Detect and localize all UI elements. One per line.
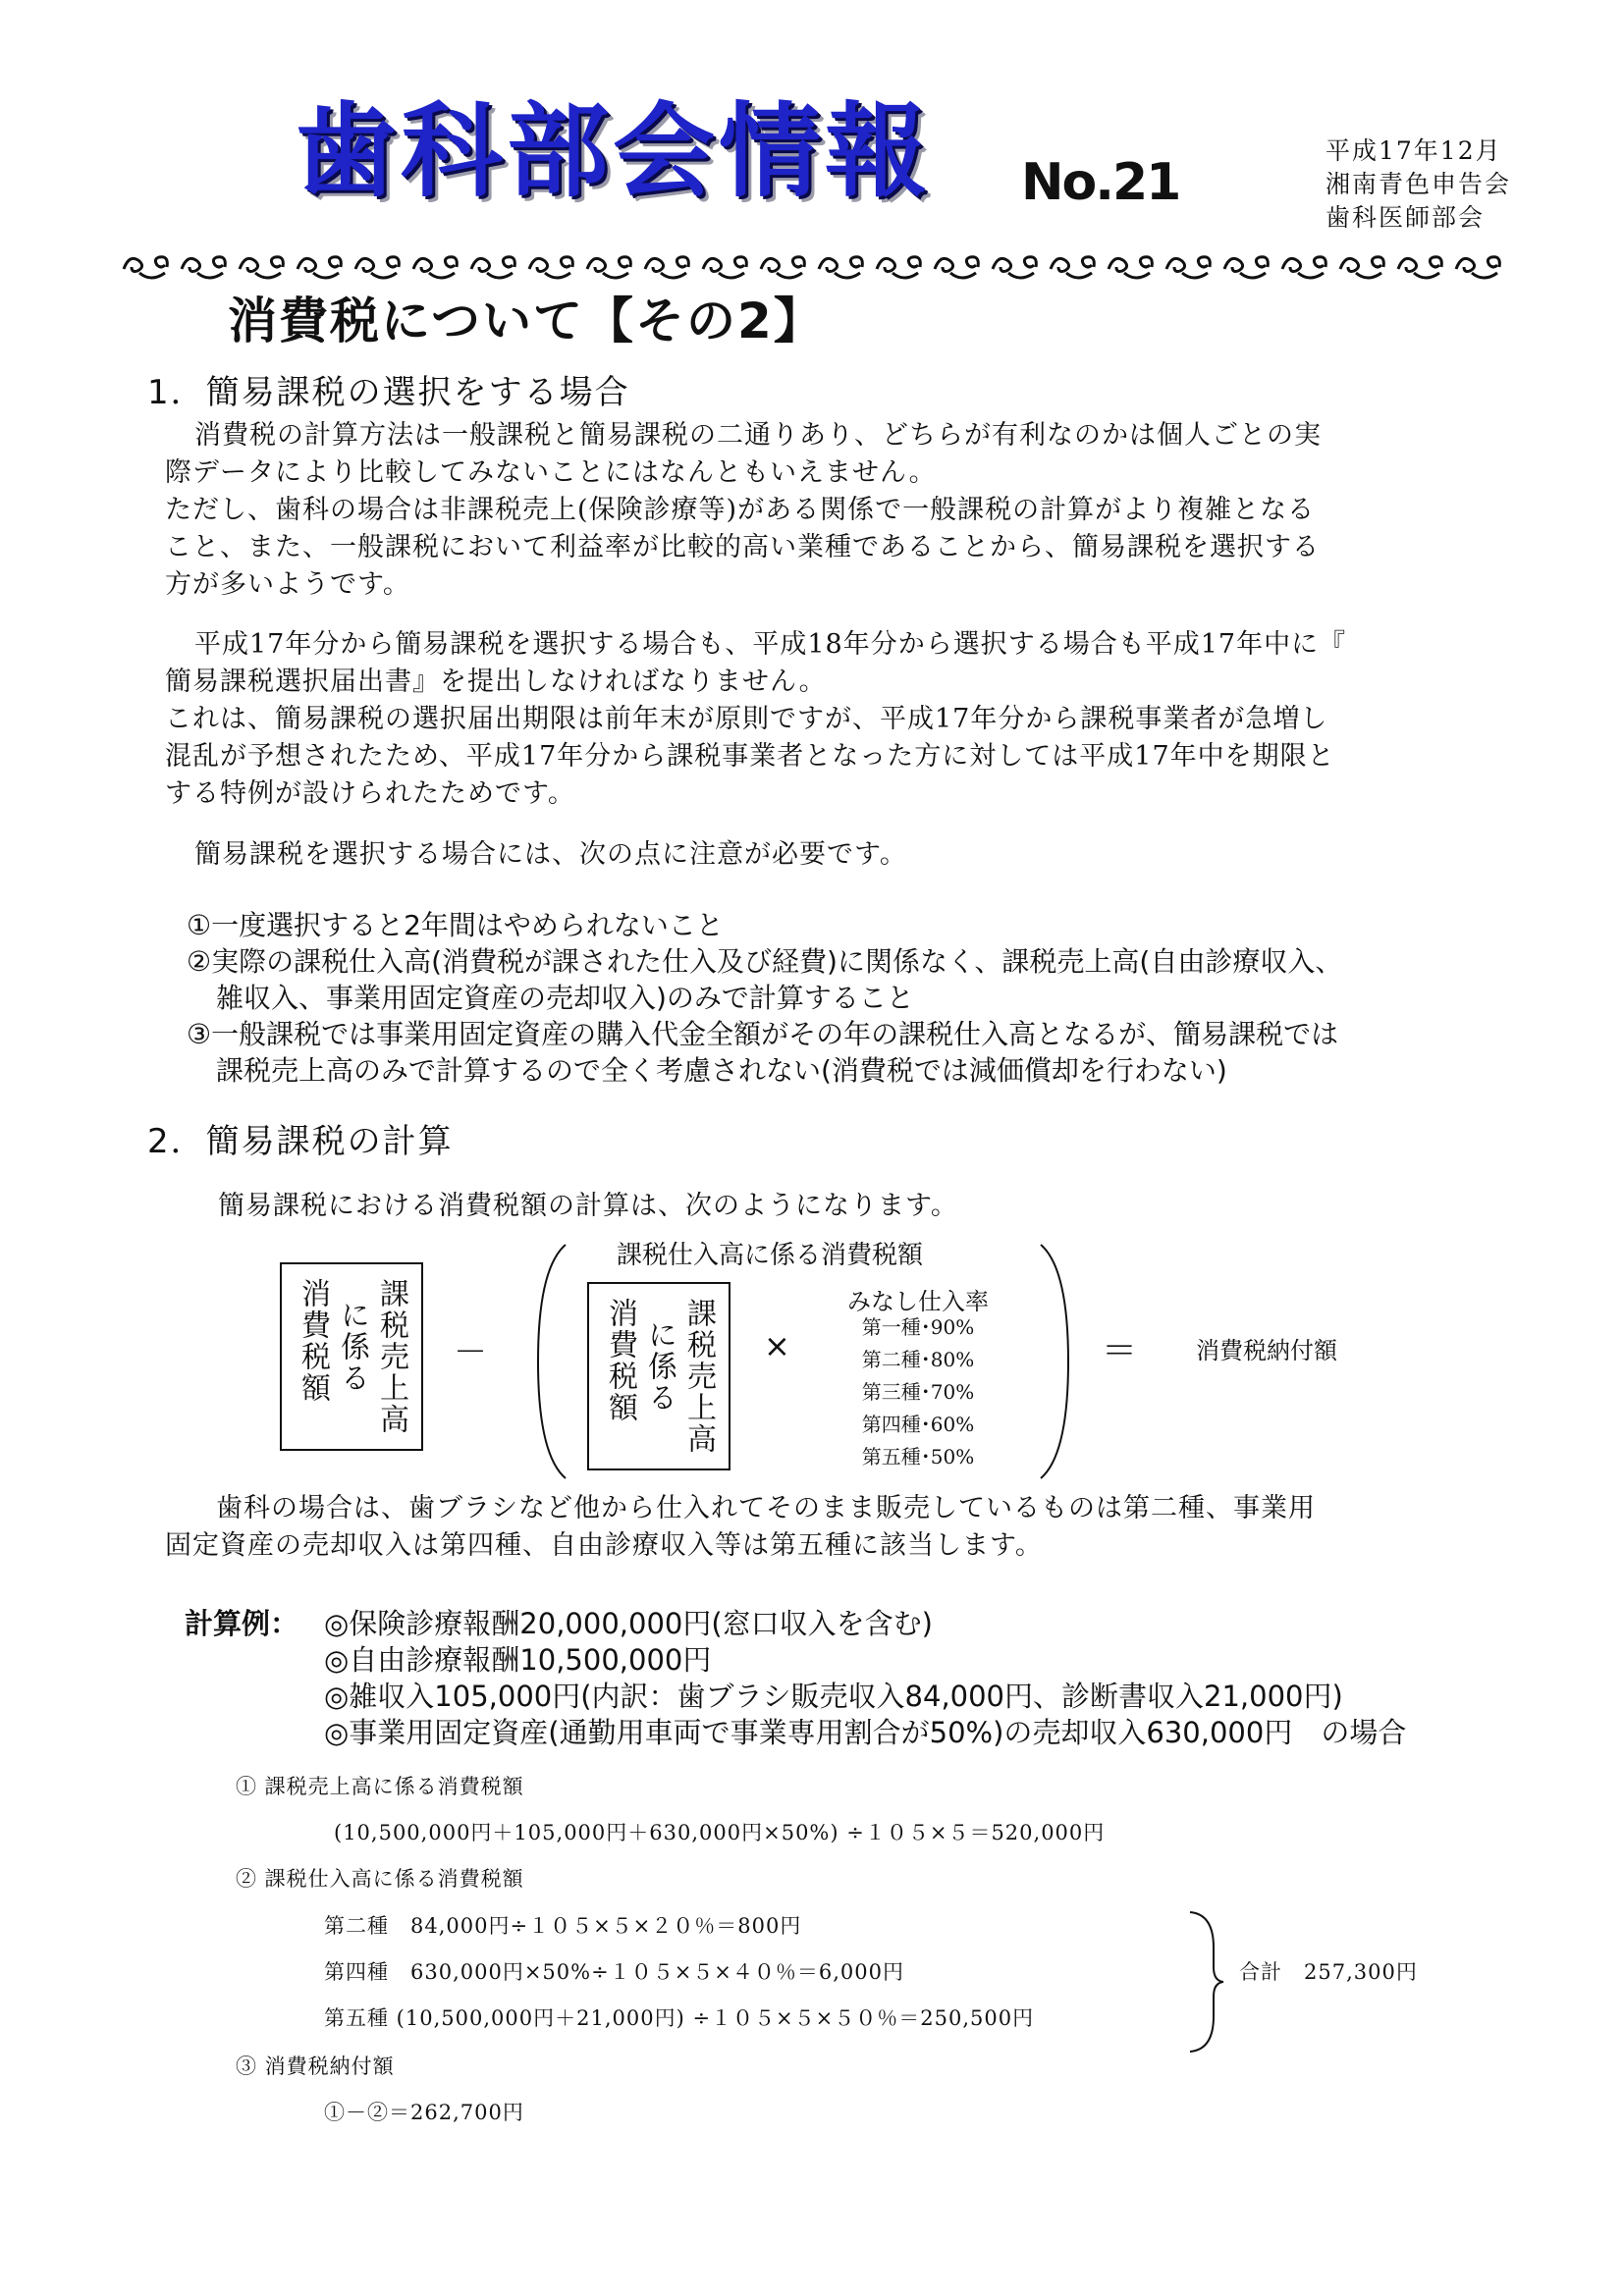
paragraph-line: 方が多いようです。 (165, 569, 410, 600)
rate-item: 第三種･70% (861, 1380, 975, 1404)
ornament-divider (118, 247, 1512, 287)
ornament-scroll (1398, 257, 1441, 278)
ornament-scroll (1109, 257, 1152, 278)
caution-item: 雑収入、事業用固定資産の売却収入)のみで計算すること (216, 982, 914, 1014)
caution-item: 課税売上高のみで計算するので全く考慮されない(消費税では減価償却を行わない) (216, 1054, 1227, 1087)
step2-line: 第二種 84,000円÷１０５×５×２０％＝800円 (324, 1914, 802, 1938)
output-tax-box-2 (587, 1282, 730, 1470)
step3-formula: ①－②＝262,700円 (324, 2101, 524, 2124)
right-bracket (1041, 1245, 1068, 1478)
ornament-scroll (182, 257, 225, 278)
paragraph-line: 固定資産の売却収入は第四種、自由診療収入等は第五種に該当します。 (165, 1530, 1043, 1561)
section1-heading: 1．簡易課税の選択をする場合 (147, 373, 630, 412)
ornament-scroll (240, 257, 283, 278)
issue-date: 平成17年12月 (1325, 136, 1502, 165)
deemed-rate-title: みなし仕入率 (847, 1288, 989, 1315)
ornament-scroll (298, 257, 341, 278)
example-item: ◎自由診療報酬10,500,000円 (324, 1643, 712, 1677)
box-text: 消費税額 (603, 1298, 637, 1423)
rate-item: 第二種･80% (861, 1348, 975, 1371)
example-label: 計算例： (185, 1607, 299, 1640)
section2-intro: 簡易課税における消費税額の計算は、次のようになります。 (218, 1191, 958, 1221)
ornament-scroll (877, 257, 920, 278)
rate-item: 第五種･50% (861, 1445, 975, 1468)
issuer-org: 湘南青色申告会 (1325, 170, 1512, 198)
ornament-scroll (124, 257, 167, 278)
step2-line: 第四種 630,000円×50%÷１０５×５×４０％＝6,000円 (324, 1960, 905, 1984)
step2-label: ② 課税仕入高に係る消費税額 (236, 1867, 524, 1891)
paragraph-line: 簡易課税選択届出書』を提出しなければなりません。 (165, 667, 827, 697)
ornament-scroll (1282, 257, 1325, 278)
paragraph-line: こと、また、一般課税において利益率が比較的高い業種であることから、簡易課税を選択する (165, 532, 1320, 562)
ornament-scroll (703, 257, 746, 278)
rate-item: 第四種･60% (861, 1413, 975, 1436)
step1-formula: (10,500,000円＋105,000円＋630,000円×50%) ÷１０５×５＝520,000円 (334, 1821, 1106, 1844)
ornament-scroll (587, 257, 630, 278)
times-sign: × (764, 1327, 790, 1364)
step3-label: ③ 消費税納付額 (236, 2055, 395, 2078)
example-item: ◎事業用固定資産(通勤用車両で事業専用割合が50%)の売却収入630,000円 の場合 (324, 1716, 1407, 1749)
ornament-scroll (413, 257, 457, 278)
ornament-scroll (529, 257, 572, 278)
paragraph-line: 歯科の場合は、歯ブラシなど他から仕入れてそのまま販売しているものは第二種、事業用 (216, 1493, 1316, 1523)
caution-item: ②実際の課税仕入高(消費税が課された仕入及び経費)に関係なく、課税売上高(自由診療収入、 (187, 945, 1343, 978)
ornament-scroll (471, 257, 514, 278)
section1-paragraph-2 (165, 626, 1540, 813)
box-text: 課税売上高 (681, 1298, 716, 1455)
box-text: 課税売上高 (374, 1278, 408, 1435)
paragraph-line: 平成17年分から簡易課税を選択する場合も、平成18年分から選択する場合も平成17年中に『 (194, 629, 1347, 660)
ornament-scroll (645, 257, 688, 278)
bracket-label: 課税仕入高に係る消費税額 (617, 1241, 924, 1270)
ornament-scroll (761, 257, 804, 278)
caution-list (187, 907, 1342, 1089)
step2-line: 第五種 (10,500,000円＋21,000円) ÷１０５×５×５０％＝250,500円 (324, 2006, 1035, 2030)
ornament-scroll (935, 257, 978, 278)
issue-number: No.21 (1021, 153, 1180, 212)
example-item: ◎保険診療報酬20,000,000円(窓口収入を含む) (324, 1607, 933, 1640)
section1-paragraph-1 (165, 417, 1540, 604)
box-text: に係る (642, 1319, 676, 1414)
deemed-rate-list (825, 1311, 1011, 1473)
paragraph-line: する特例が設けられたためです。 (165, 778, 575, 809)
left-bracket (538, 1245, 566, 1478)
ornament-scroll (1456, 257, 1499, 278)
caution-item: ①一度選択すると2年間はやめられないこと (187, 909, 724, 941)
step1-label: ① 課税売上高に係る消費税額 (236, 1775, 524, 1798)
ornament-scroll (1340, 257, 1383, 278)
ornament-scroll (819, 257, 862, 278)
issuer-dept: 歯科医師部会 (1325, 203, 1486, 232)
example-item: ◎雑収入105,000円(内訳：歯ブラシ販売収入84,000円、診断書収入21,000円) (324, 1680, 1343, 1713)
example-list (324, 1606, 1406, 1751)
masthead-title: 歯科部会情報 (295, 91, 932, 211)
box-text: に係る (335, 1300, 369, 1394)
equals-sign: ＝ (1102, 1331, 1138, 1371)
paragraph-line: 消費税の計算方法は一般課税と簡易課税の二通りあり、どちらが有利なのかは個人ごとの実 (194, 420, 1322, 451)
minus-sign: － (454, 1333, 487, 1372)
result-label: 消費税納付額 (1196, 1337, 1337, 1364)
ornament-scroll (1224, 257, 1268, 278)
paragraph-line: 際データにより比較してみないことにはなんともいえません。 (165, 457, 937, 488)
box-text: 消費税額 (296, 1278, 330, 1404)
section1-paragraph-3: 簡易課税を選択する場合には、次の点に注意が必要です。 (194, 839, 907, 870)
output-tax-box (280, 1262, 423, 1451)
article-title: 消費税について【その2】 (228, 293, 825, 349)
ornament-scroll (1166, 257, 1210, 278)
section2-explanation (165, 1490, 1540, 1565)
step2-total: 合計 257,300円 (1239, 1960, 1418, 1984)
paragraph-line: これは、簡易課税の選択届出期限は前年末が原則ですが、平成17年分から課税事業者が急増し (165, 704, 1328, 734)
rate-item: 第一種･90% (861, 1315, 975, 1339)
section2-heading: 2．簡易課税の計算 (147, 1122, 454, 1161)
ornament-scroll (993, 257, 1036, 278)
caution-item: ③一般課税では事業用固定資産の購入代金全額がその年の課税仕入高となるが、簡易課税では (187, 1018, 1339, 1050)
ornament-scroll (355, 257, 399, 278)
total-bracket (1186, 1908, 1225, 2056)
paragraph-line: ただし、歯科の場合は非課税売上(保険診療等)がある関係で一般課税の計算がより複雑となる (165, 495, 1316, 525)
paragraph-line: 混乱が予想されたため、平成17年分から課税事業者となった方に対しては平成17年中を期限と (165, 741, 1335, 772)
ornament-scroll (1051, 257, 1094, 278)
